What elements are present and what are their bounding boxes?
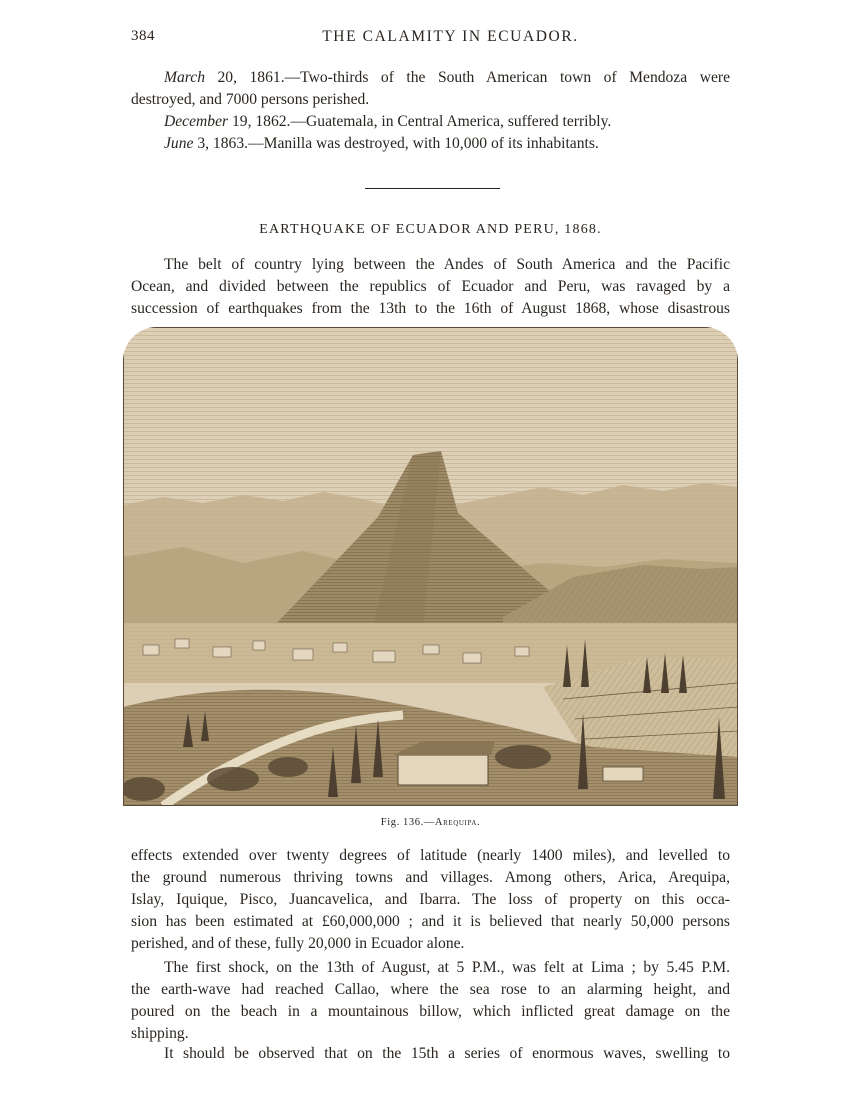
body-line: poured on the beach in a mountainous billow, which inflicted great damage on the xyxy=(131,1003,730,1020)
intro-line: succession of earthquakes from the 13th to the 16th of August 1868, whose disastrous xyxy=(131,300,730,317)
body-line: the earth-wave had reached Callao, where the sea rose to an alarming height, and xyxy=(131,981,730,998)
chronology-entry xyxy=(131,133,730,155)
caption-prefix: Fig. 136.— xyxy=(380,817,435,828)
intro-paragraph xyxy=(131,254,730,320)
body-line: Islay, Iquique, Pisco, Juancavelica, and Ibarra. The loss of property on this occa- xyxy=(131,891,730,908)
engraving-illustration xyxy=(123,327,738,806)
body-paragraph xyxy=(131,957,730,1045)
entry-date: March xyxy=(164,69,205,86)
body-line: sion has been estimated at £60,000,000 ; and it is believed that nearly 50,000 persons xyxy=(131,913,730,930)
page-number: 384 xyxy=(131,28,155,44)
arequipa-engraving xyxy=(123,327,738,806)
running-head xyxy=(131,28,730,52)
intro-line: Ocean, and divided between the republics of Ecuador and Peru, was ravaged by a xyxy=(131,278,730,295)
intro-line: The belt of country lying between the Andes of South America and the Pacific xyxy=(164,256,730,273)
entry-date: June xyxy=(164,135,194,152)
body-paragraph xyxy=(131,845,730,955)
body-line: It should be observed that on the 15th a series of enormous waves, swelling to xyxy=(164,1045,730,1062)
body-line: perished, and of these, fully 20,000 in Ecuador alone. xyxy=(131,935,465,952)
chronology-entry xyxy=(131,67,730,89)
entry-text: 3, 1863.—Manilla was destroyed, with 10,000 of its inhabitants. xyxy=(193,135,599,152)
caption-title: Arequipa. xyxy=(434,817,481,828)
section-divider xyxy=(365,188,500,189)
entry-date: December xyxy=(164,113,229,130)
body-line: the ground numerous thriving towns and villages. Among others, Arica, Arequipa, xyxy=(131,869,730,886)
section-heading: EARTHQUAKE OF ECUADOR AND PERU, 1868. xyxy=(259,222,602,237)
chronology-list xyxy=(131,67,730,155)
entry-text: 19, 1862.—Guatemala, in Central America, suffered terribly. xyxy=(228,113,612,130)
chronology-entry xyxy=(131,111,730,133)
entry-text: 20, 1861.—Two-thirds of the South American town of Mendoza were xyxy=(205,69,730,86)
body-paragraph xyxy=(131,1043,730,1065)
body-line: shipping. xyxy=(131,1025,189,1042)
entry-text-continued: destroyed, and 7000 persons perished. xyxy=(131,91,370,108)
body-line: effects extended over twenty degrees of latitude (nearly 1400 miles), and levelled to xyxy=(131,847,730,864)
figure-caption xyxy=(131,817,730,828)
arcade xyxy=(603,767,643,781)
body-line: The first shock, on the 13th of August, at 5 P.M., was felt at Lima ; by 5.45 P.M. xyxy=(164,959,730,976)
running-title: THE CALAMITY IN ECUADOR. xyxy=(322,28,579,45)
